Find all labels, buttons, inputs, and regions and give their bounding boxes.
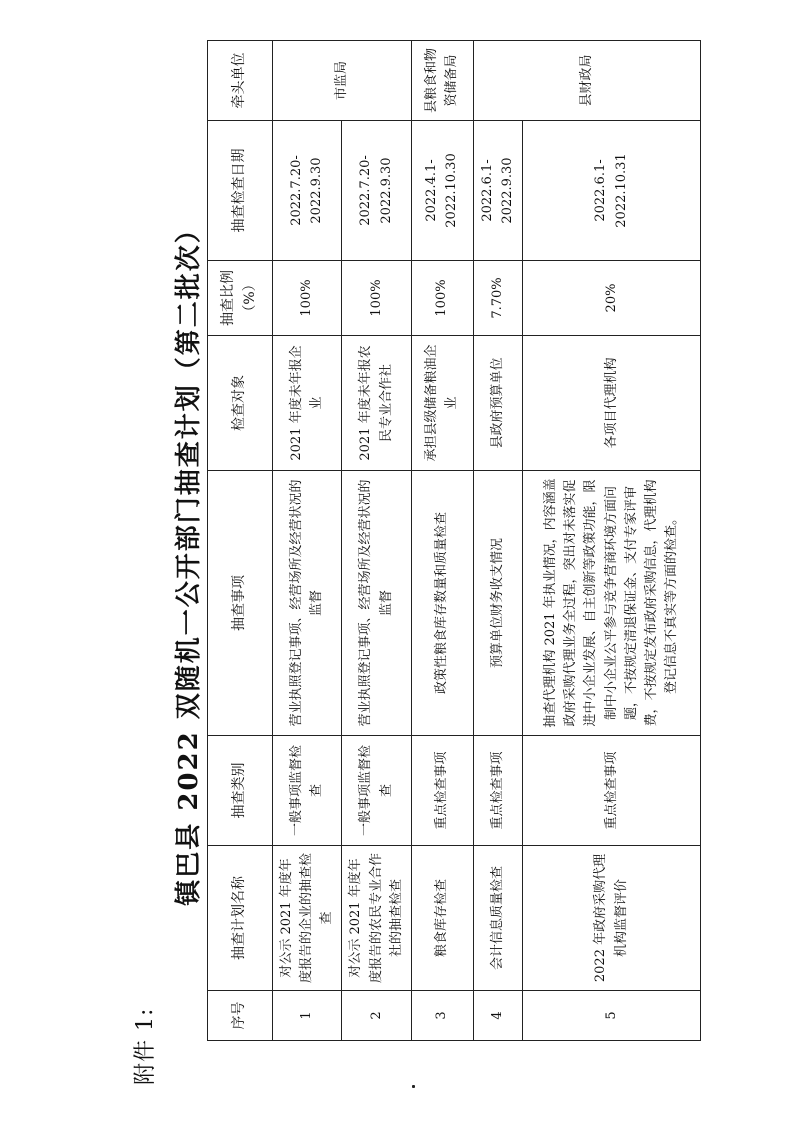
cell-ratio: 20%: [523, 261, 701, 336]
cell-lead-unit: 县粮食和物资储备局: [411, 41, 473, 121]
cell-object: 承担县级储备粮油企业: [411, 336, 473, 471]
cell-object: 县政府预算单位: [473, 336, 522, 471]
cell-category: 一般事项监督检查: [273, 736, 342, 846]
cell-date: 2022.6.1-2022.10.31: [523, 121, 701, 261]
cell-lead-unit-market: 市监局: [273, 41, 412, 121]
cell-date: 2022.4.1-2022.10.30: [411, 121, 473, 261]
cell-category: 一般事项监督检查: [342, 736, 411, 846]
cell-ratio: 100%: [273, 261, 342, 336]
cell-ratio: 100%: [411, 261, 473, 336]
scan-speck: [412, 1085, 415, 1088]
cell-category: 重点检查事项: [523, 736, 701, 846]
table-row: [411, 41, 473, 1041]
header-ratio: 抽查比例（%）: [208, 261, 273, 336]
header-plan-name: 抽查计划名称: [208, 846, 273, 991]
cell-ratio: 100%: [342, 261, 411, 336]
cell-items: 政策性粮食库存数量和质量检查: [411, 471, 473, 736]
cell-object: 2021 年度未年报农民专业合作社: [342, 336, 411, 471]
header-no: 序号: [208, 991, 273, 1041]
cell-object: 2021 年度未年报企业: [273, 336, 342, 471]
table-header-row: [208, 41, 273, 1041]
cell-no: 4: [473, 991, 522, 1041]
inspection-plan-table: [207, 40, 701, 1041]
table-row: [473, 41, 522, 1041]
table-row: [273, 41, 342, 1041]
cell-category: 重点检查事项: [473, 736, 522, 846]
cell-items: 预算单位财务收支情况: [473, 471, 522, 736]
cell-no: 3: [411, 991, 473, 1041]
cell-plan-name: 粮食库存检查: [411, 846, 473, 991]
cell-plan-name: 会计信息质量检查: [473, 846, 522, 991]
cell-date: 2022.7.20-2022.9.30: [273, 121, 342, 261]
header-date: 抽查检查日期: [208, 121, 273, 261]
table-row: [523, 41, 701, 1041]
cell-plan-name: 对公示 2021 年度年度报告的企业的抽查检查: [273, 846, 342, 991]
cell-items: 营业执照登记事项、经营场所及经营状况的监督: [273, 471, 342, 736]
cell-items: 抽查代理机构 2021 年执业情况，内容涵盖政府采购代理业务全过程，突出对未落实促进中小企业发展、自主创新等政策功能，限制中小企业公平参与竞争营商环境方面问题，不按规定清退保证金、支付专家评审费，不按规定发布政府采购信息，代理机构登记信息不真实等方面的检查。: [523, 471, 701, 736]
cell-items: 营业执照登记事项、经营场所及经营状况的监督: [342, 471, 411, 736]
header-items: 抽查事项: [208, 471, 273, 736]
attachment-label: 附件 1:: [133, 1007, 158, 1085]
cell-plan-name: 对公示 2021 年度年度报告的农民专业合作社的抽查检查: [342, 846, 411, 991]
header-lead-unit: 牵头单位: [208, 41, 273, 121]
cell-date: 2022.6.1-2022.9.30: [473, 121, 522, 261]
header-category: 抽查类别: [208, 736, 273, 846]
cell-no: 2: [342, 991, 411, 1041]
cell-plan-name: 2022 年政府采购代理机构监督评价: [523, 846, 701, 991]
table-row: [342, 41, 411, 1041]
cell-object: 各项目代理机构: [523, 336, 701, 471]
cell-no: 1: [273, 991, 342, 1041]
cell-date: 2022.7.20-2022.9.30: [342, 121, 411, 261]
cell-lead-unit-finance: 县财政局: [473, 41, 700, 121]
cell-category: 重点检查事项: [411, 736, 473, 846]
document-title: 镇巴县 2022 双随机一公开部门抽查计划（第二批次）: [174, 215, 204, 906]
header-object: 检查对象: [208, 336, 273, 471]
cell-ratio: 7.70%: [473, 261, 522, 336]
cell-no: 5: [523, 991, 701, 1041]
